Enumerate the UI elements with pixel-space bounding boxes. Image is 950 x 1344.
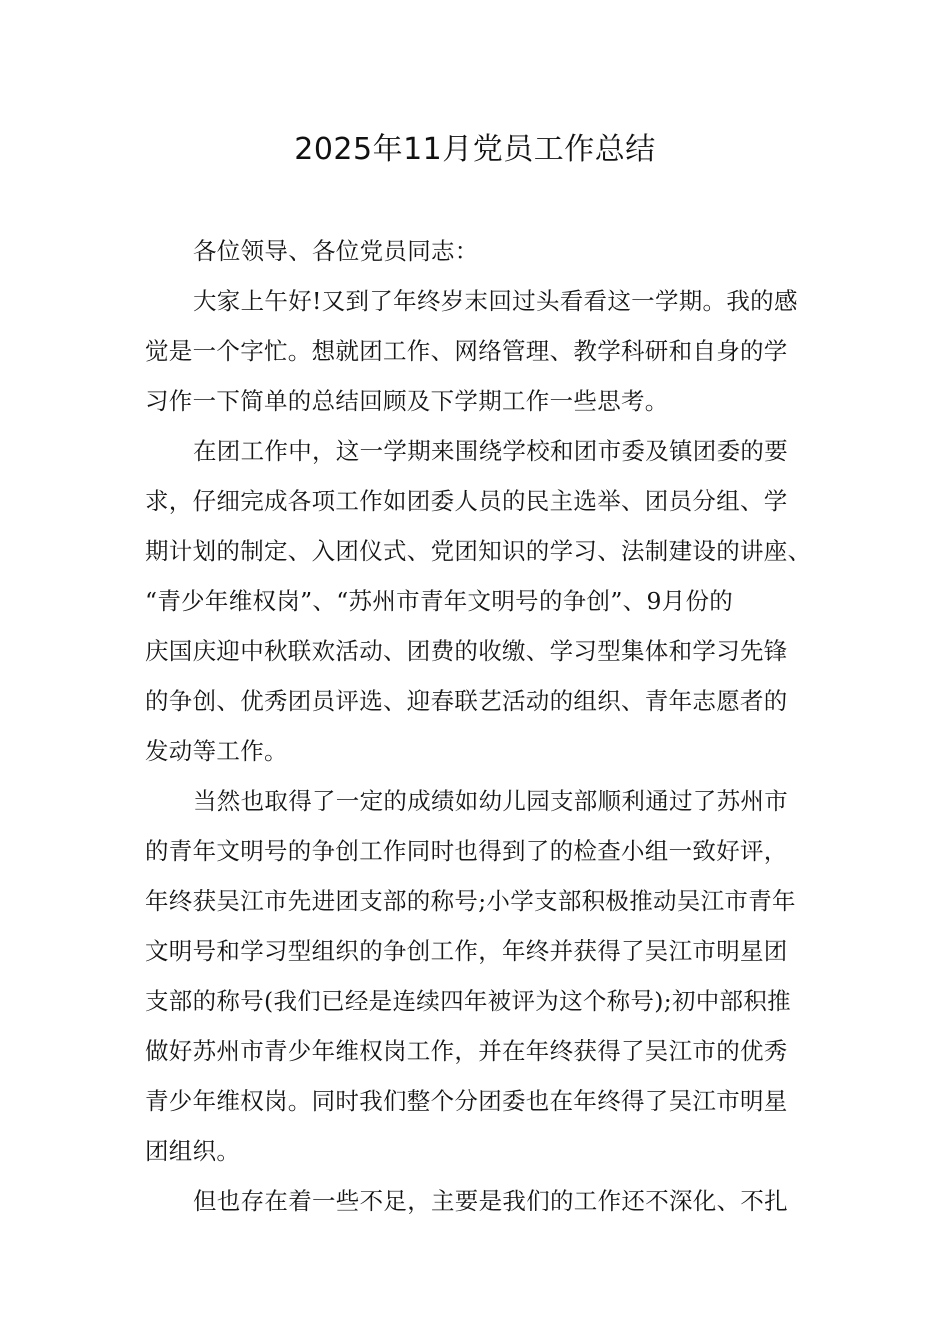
- paragraph-line: 支部的称号(我们已经是连续四年被评为这个称号);初中部积推: [145, 987, 791, 1015]
- paragraph-line: 期计划的制定、入团仪式、党团知识的学习、法制建设的讲座、: [145, 537, 812, 565]
- paragraph-line: 习作一下简单的总结回顾及下学期工作一些思考。: [145, 387, 669, 415]
- paragraph-line: 发动等工作。: [145, 737, 288, 765]
- paragraph-line: 做好苏州市青少年维权岗工作，并在年终获得了吴江市的优秀: [145, 1037, 788, 1065]
- paragraph-line: 觉是一个字忙。想就团工作、网络管理、教学科研和自身的学: [145, 337, 788, 365]
- paragraph-line: 年终获吴江市先进团支部的称号;小学支部积极推动吴江市青年: [145, 887, 796, 915]
- paragraph-line: 团组织。: [145, 1137, 241, 1165]
- paragraph-line: 青少年维权岗。同时我们整个分团委也在年终得了吴江市明星: [145, 1087, 788, 1115]
- paragraph-line: 的青年文明号的争创工作同时也得到了的检查小组一致好评，: [145, 837, 788, 865]
- document-title: 2025年11月党员工作总结: [294, 132, 656, 167]
- paragraph-line: “青少年维权岗”、“苏州市青年文明号的争创”、9月份的: [145, 587, 734, 615]
- paragraph-line: 但也存在着一些不足，主要是我们的工作还不深化、不扎: [193, 1187, 788, 1215]
- paragraph-line: 大家上午好!又到了年终岁末回过头看看这一学期。我的感: [193, 287, 798, 315]
- paragraph-line: 在团工作中，这一学期来围绕学校和团市委及镇团委的要: [193, 437, 788, 465]
- paragraph-line: 庆国庆迎中秋联欢活动、团费的收缴、学习型集体和学习先锋: [145, 637, 788, 665]
- paragraph-line: 文明号和学习型组织的争创工作，年终并获得了吴江市明星团: [145, 937, 788, 965]
- salutation-line: 各位领导、各位党员同志：: [193, 237, 479, 265]
- paragraph-line: 当然也取得了一定的成绩如幼儿园支部顺利通过了苏州市: [193, 787, 788, 815]
- paragraph-line: 的争创、优秀团员评选、迎春联艺活动的组织、青年志愿者的: [145, 687, 788, 715]
- paragraph-line: 求，仔细完成各项工作如团委人员的民主选举、团员分组、学: [145, 487, 788, 515]
